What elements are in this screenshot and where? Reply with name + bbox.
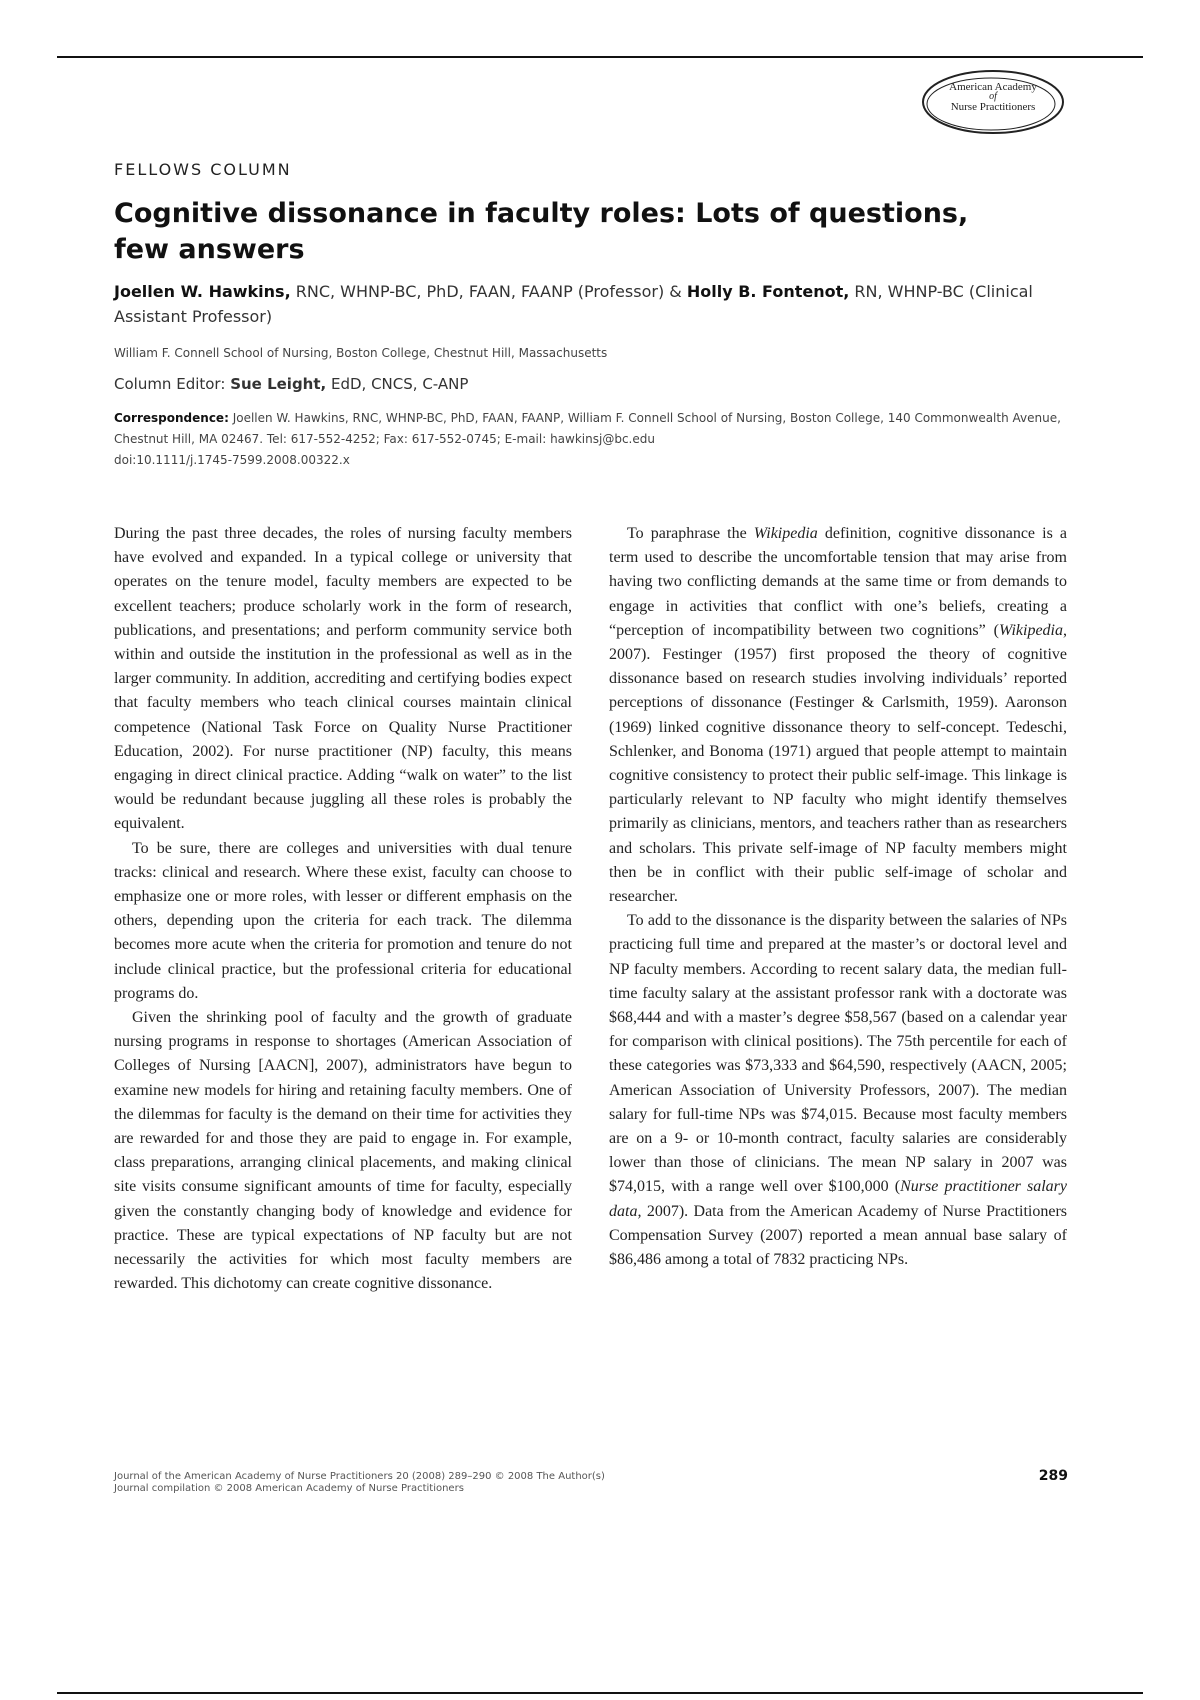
author-name-2: Holly B. Fontenot,: [686, 282, 850, 301]
body-paragraph: To be sure, there are colleges and universities with dual tenure tracks: clinical and research. Where these exist, faculty can choose to emphasize one or more roles, with lesser or different emphasis on the others, depending upon the criteria for each track. The dilemma becomes more acute when the criteria for promotion and tenure do not include clinical practice, but the professional criteria for educational programs do.: [114, 839, 572, 1002]
text-run: , 2007). Festinger (1957) first proposed the theory of cognitive dissonance based on research studies involving individuals’ reported perceptions of dissonance (Festinger & Carlsmith, 1959). Aaronson (1969) linked cognitive dissonance theory to self-concept. Tedeschi, Schlenker, and Bonoma (1971) argued that people attempt to maintain cognitive consistency to protect their public self-image. This linkage is particularly relevant to NP faculty who might identify themselves primarily as clinicians, mentors, and teachers rather than as researchers and scholars. This private self-image of NP faculty members might then be in conflict with their public self-image of scholar and researcher.: [609, 621, 1067, 906]
journal-footer: [114, 1471, 605, 1495]
logo-line-2: of: [989, 91, 997, 102]
author-list: [114, 279, 1034, 329]
body-paragraph: [609, 522, 1067, 909]
body-paragraph: [609, 909, 1067, 1272]
body-column-right: [609, 522, 1067, 1272]
correspondence: [114, 408, 1068, 471]
body-paragraph: During the past three decades, the roles of nursing faculty members have evolved and expanded. In a typical college or university that operates on the tenure model, faculty members are expected to be excellent teachers; produce scholarly work in the form of research, publications, and presentations; and perform community service both within and outside the institution in the professional as well as in the larger community. In addition, accrediting and certifying bodies expect that faculty members who teach clinical courses maintain clinical competence (National Task Force on Quality Nurse Practitioner Education, 2002). For nurse practitioner (NP) faculty, this means engaging in direct clinical practice. Adding “walk on water” to the list would be redundant because juggling all these roles is probably the equivalent.: [114, 525, 572, 833]
top-rule: [57, 56, 1143, 58]
body-column-left: [114, 522, 572, 1297]
page-number: 289: [1038, 1468, 1068, 1484]
bottom-rule: [57, 1692, 1143, 1694]
correspondence-text: Joellen W. Hawkins, RNC, WHNP-BC, PhD, FAAN, FAANP, William F. Connell School of Nursing, Boston College, 140 Commonwealth Avenue, Chestnut Hill, MA 02467. Tel: 617-552-4252; Fax: 617-552-0745; E-mail: hawkinsj@bc.edu: [114, 411, 1061, 446]
aanp-logo: [920, 68, 1066, 136]
author-credentials-2: RN, WHNP-BC (Clinical Assistant Professor): [114, 282, 1033, 326]
article-title: Cognitive dissonance in faculty roles: Lots of questions, few answers: [114, 198, 969, 265]
section-label: FELLOWS COLUMN: [114, 160, 292, 179]
text-run: 2007). Data from the American Academy of Nurse Practitioners Compensation Survey (2007) reported a mean annual base salary of $86,486 among a total of 7832 practicing NPs.: [609, 1202, 1067, 1269]
author-credentials-1: RNC, WHNP-BC, PhD, FAAN, FAANP (Professor): [290, 282, 665, 301]
correspondence-label: Correspondence:: [114, 411, 229, 425]
body-paragraph: Given the shrinking pool of faculty and the growth of graduate nursing programs in response to shortages (American Association of Colleges of Nursing [AACN], 2007), administrators have begun to examine new models for hiring and retaining faculty members. One of the dilemmas for faculty is the demand on their time for activities they are rewarded for and those they are paid to engage in. For example, class preparations, arranging clinical placements, and making clinical site visits consume significant amounts of time for faculty, especially given the constantly changing body of knowledge and evidence for practice. These are typical expectations of NP faculty but are not necessarily the activities for which most faculty members are rewarded. This dichotomy can create cognitive dissonance.: [114, 1009, 572, 1293]
journal-line-2: Journal compilation © 2008 American Academy of Nurse Practitioners: [114, 1483, 464, 1494]
logo-line-3: Nurse Practitioners: [950, 101, 1036, 113]
affiliation: William F. Connell School of Nursing, Boston College, Chestnut Hill, Massachusetts: [114, 346, 608, 360]
italic-run: Wikipedia: [753, 525, 818, 542]
column-editor: [114, 375, 468, 393]
doi: doi:10.1111/j.1745-7599.2008.00322.x: [114, 453, 350, 467]
text-run: definition, cognitive dissonance is a term used to describe the uncomfortable tension that may arise from having two conflicting demands at the same time or from demands to engage in activities that conflict with one’s beliefs, creating a “perception of incompatibility between two cognitions” (: [609, 525, 1067, 639]
column-editor-label: Column Editor:: [114, 375, 226, 393]
text-run: To paraphrase the: [627, 525, 754, 542]
italic-run: Nurse practitioner salary data,: [609, 1178, 1067, 1220]
column-editor-name: Sue Leight,: [230, 375, 327, 393]
logo-line-1: American Academy: [949, 81, 1037, 93]
text-run: To add to the dissonance is the disparity between the salaries of NPs practicing full time and prepared at the master’s or doctoral level and NP faculty members. According to recent salary data, the median full-time faculty salary at the assistant professor rank with a doctorate was $68,444 and with a master’s degree $58,567 (based on a calendar year for comparison with clinical positions). The 75th percentile for each of these categories was $73,333 and $64,590, respectively (AACN, 2005; American Association of University Professors, 2007). The median salary for full-time NPs was $74,015. Because most faculty members are on a 9- or 10-month contract, faculty salaries are considerably lower than those of clinicians. The mean NP salary in 2007 was $74,015, with a range well over $100,000 (: [609, 912, 1067, 1196]
column-editor-credentials: EdD, CNCS, C-ANP: [326, 375, 469, 393]
author-name-1: Joellen W. Hawkins,: [114, 282, 291, 301]
italic-run: Wikipedia: [999, 621, 1063, 639]
journal-line-1: Journal of the American Academy of Nurse Practitioners 20 (2008) 289–290 © 2008 The Author(s): [114, 1471, 605, 1482]
author-separator: &: [664, 282, 687, 301]
